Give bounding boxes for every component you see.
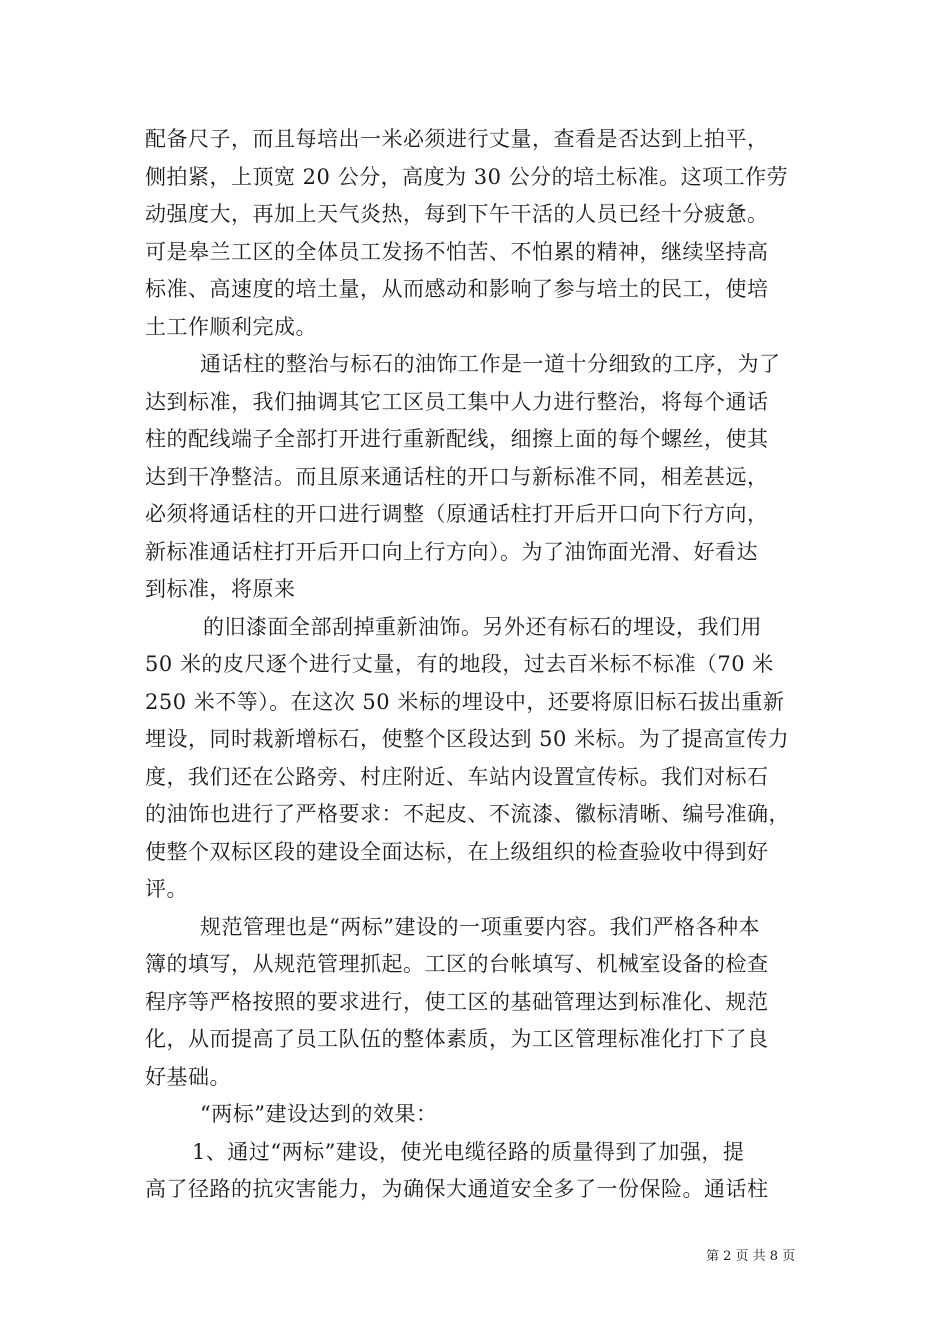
text-line: 程序等严格按照的要求进行，使工区的基础管理达到标准化、规范 [145,989,769,1014]
text-line: 必须将通话柱的开口进行调整（原通话柱打开后开口向下行方向， [145,502,769,526]
text-line: 50 米的皮尺逐个进行丈量，有的地段，过去百米标不标准（70 米 [145,652,774,676]
text-line: 侧拍紧，上顶宽 20 公分，高度为 30 公分的培土标准。这项工作劳 [145,164,789,189]
text-line: 度，我们还在公路旁、村庄附近、车站内设置宣传标。我们对标石 [145,764,769,789]
text-line: 标准、高速度的培土量，从而感动和影响了参与培土的民工，使培 [145,277,769,301]
text-line: 到标准，将原来 [145,577,296,601]
paragraph-start-line: 规范管理也是“两标”建设的一项重要内容。我们严格各种本 [200,914,760,939]
text-line: 新标准通话柱打开后开口向上行方向）。为了油饰面光滑、好看达 [145,539,758,564]
paragraph-start-line: 的旧漆面全部刮掉重新油饰。另外还有标石的埋设，我们用 [203,614,762,639]
text-line: 动强度大，再加上天气炎热，每到下午干活的人员已经十分疲惫。 [145,202,769,226]
text-line: 土工作顺利完成。 [145,314,317,339]
page-number-footer: 第 2 页 共 8 页 [706,1249,796,1264]
text-line: 化，从而提高了员工队伍的整体素质，为工区管理标准化打下了良 [145,1027,769,1051]
body-text [145,121,815,1209]
text-line: 的油饰也进行了严格要求：不起皮、不流漆、徽标清晰、编号准确， [145,802,790,826]
text-line: 高了径路的抗灾害能力，为确保大通道安全多了一份保险。通话柱 [145,1177,769,1201]
text-line: 使整个双标区段的建设全面达标，在上级组织的检查验收中得到好 [145,839,769,864]
paragraph-start-line: 1、通过“两标”建设，使光电缆径路的质量得到了加强，提 [192,1139,745,1164]
text-line: 簿的填写，从规范管理抓起。工区的台帐填写、机械室设备的检查 [145,952,769,976]
section-heading-line: “两标”建设达到的效果： [200,1102,438,1126]
paragraph-start-line: 通话柱的整治与标石的油饰工作是一道十分细致的工序，为了 [200,352,781,376]
text-line: 可是皋兰工区的全体员工发扬不怕苦、不怕累的精神，继续坚持高 [145,239,769,264]
text-line: 达到干净整洁。而且原来通话柱的开口与新标准不同，相差甚远， [145,464,769,489]
text-line: 250 米不等）。在这次 50 米标的埋设中，还要将原旧标石拔出重新 [145,689,785,714]
text-line: 达到标准，我们抽调其它工区员工集中人力进行整治，将每个通话 [145,389,769,414]
text-line: 评。 [145,877,188,901]
text-line: 柱的配线端子全部打开进行重新配线，细擦上面的每个螺丝，使其 [145,427,769,451]
text-line: 埋设，同时栽新增标石，使整个区段达到 50 米标。为了提高宣传力 [145,727,790,751]
text-line: 好基础。 [145,1064,231,1089]
text-line: 配备尺子，而且每培出一米必须进行丈量，查看是否达到上拍平， [145,127,769,151]
